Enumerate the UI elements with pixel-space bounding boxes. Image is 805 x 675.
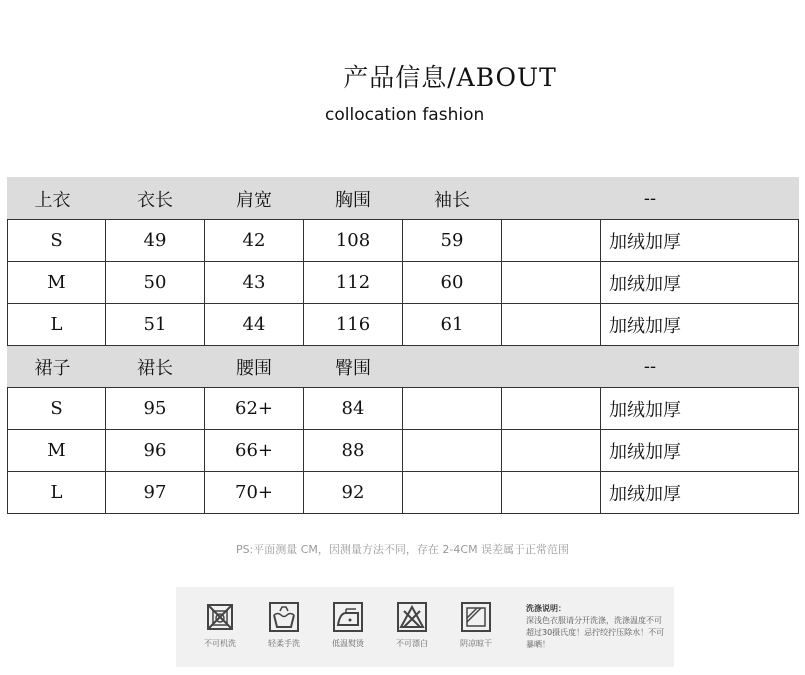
table-row (8, 220, 799, 262)
care-label: 阴凉晾干 (460, 639, 492, 648)
table-cell (502, 304, 601, 346)
care-label: 不可机洗 (204, 639, 236, 648)
table-cell: 49 (106, 220, 205, 262)
table-cell: 51 (106, 304, 205, 346)
care-label: 轻柔手洗 (268, 639, 300, 648)
table-row (8, 430, 799, 472)
table-cell: 加绒加厚 (601, 220, 799, 262)
table-cell: 70+ (205, 472, 304, 514)
table-cell (502, 472, 601, 514)
no-machine-wash-icon (204, 601, 236, 633)
table-cell (403, 472, 502, 514)
table-cell (403, 430, 502, 472)
table-cell (502, 430, 601, 472)
table-cell: 59 (403, 220, 502, 262)
table-cell: M (8, 262, 106, 304)
table-cell: 加绒加厚 (601, 472, 799, 514)
table-cell (502, 388, 601, 430)
tops-header-row (8, 178, 799, 220)
shade-dry-icon (460, 601, 492, 633)
table-cell: 97 (106, 472, 205, 514)
table-cell: 116 (304, 304, 403, 346)
table-row (8, 472, 799, 514)
table-cell: 88 (304, 430, 403, 472)
header-cell: -- (502, 346, 799, 388)
table-cell: L (8, 472, 106, 514)
size-table (7, 177, 799, 514)
table-cell (403, 388, 502, 430)
table-row (8, 262, 799, 304)
care-item (448, 601, 504, 649)
header-cell: 肩宽 (205, 178, 304, 220)
care-item (256, 601, 312, 649)
header-cell (403, 346, 502, 388)
skirts-header-row (8, 346, 799, 388)
low-temp-iron-icon (332, 601, 364, 633)
no-bleach-icon (396, 601, 428, 633)
header-cell: 胸围 (304, 178, 403, 220)
table-cell: L (8, 304, 106, 346)
header-cell: 袖长 (403, 178, 502, 220)
page-subtitle: collocation fashion (325, 105, 485, 125)
care-description (526, 603, 666, 651)
table-cell: 96 (106, 430, 205, 472)
page-title: 产品信息/ABOUT (343, 63, 557, 92)
table-cell: 50 (106, 262, 205, 304)
care-item (384, 601, 440, 649)
table-cell: 84 (304, 388, 403, 430)
header-cell: 上衣 (8, 178, 106, 220)
table-cell: 加绒加厚 (601, 304, 799, 346)
care-body: 深浅色衣服请分开洗涤，洗涤温度不可超过30摄氏度！忌拧绞拧压除水！不可暴晒！ (526, 616, 665, 649)
header-cell: 腰围 (205, 346, 304, 388)
table-cell: 62+ (205, 388, 304, 430)
header-cell: -- (502, 178, 799, 220)
table-cell: 108 (304, 220, 403, 262)
table-cell: 加绒加厚 (601, 388, 799, 430)
care-instructions-panel (176, 587, 674, 667)
table-cell: 112 (304, 262, 403, 304)
table-cell: 92 (304, 472, 403, 514)
table-cell: 43 (205, 262, 304, 304)
table-cell: S (8, 220, 106, 262)
table-row (8, 304, 799, 346)
table-cell: 95 (106, 388, 205, 430)
care-label: 不可漂白 (396, 639, 428, 648)
table-cell: M (8, 430, 106, 472)
table-cell: 61 (403, 304, 502, 346)
header-cell: 衣长 (106, 178, 205, 220)
table-cell (502, 220, 601, 262)
care-label: 低温熨烫 (332, 639, 364, 648)
table-cell: 60 (403, 262, 502, 304)
table-cell: 66+ (205, 430, 304, 472)
care-item (192, 601, 248, 649)
header-cell: 裙子 (8, 346, 106, 388)
table-cell (502, 262, 601, 304)
table-cell: 加绒加厚 (601, 262, 799, 304)
header-cell: 裙长 (106, 346, 205, 388)
table-cell: 44 (205, 304, 304, 346)
table-cell: 加绒加厚 (601, 430, 799, 472)
table-cell: 42 (205, 220, 304, 262)
care-title: 洗涤说明： (526, 604, 566, 613)
header-cell: 臀围 (304, 346, 403, 388)
table-cell: S (8, 388, 106, 430)
hand-wash-icon (268, 601, 300, 633)
table-row (8, 388, 799, 430)
measurement-note: PS:平面测量 CM，因测量方法不同，存在 2-4CM 误差属于正常范围 (235, 543, 570, 556)
care-item (320, 601, 376, 649)
